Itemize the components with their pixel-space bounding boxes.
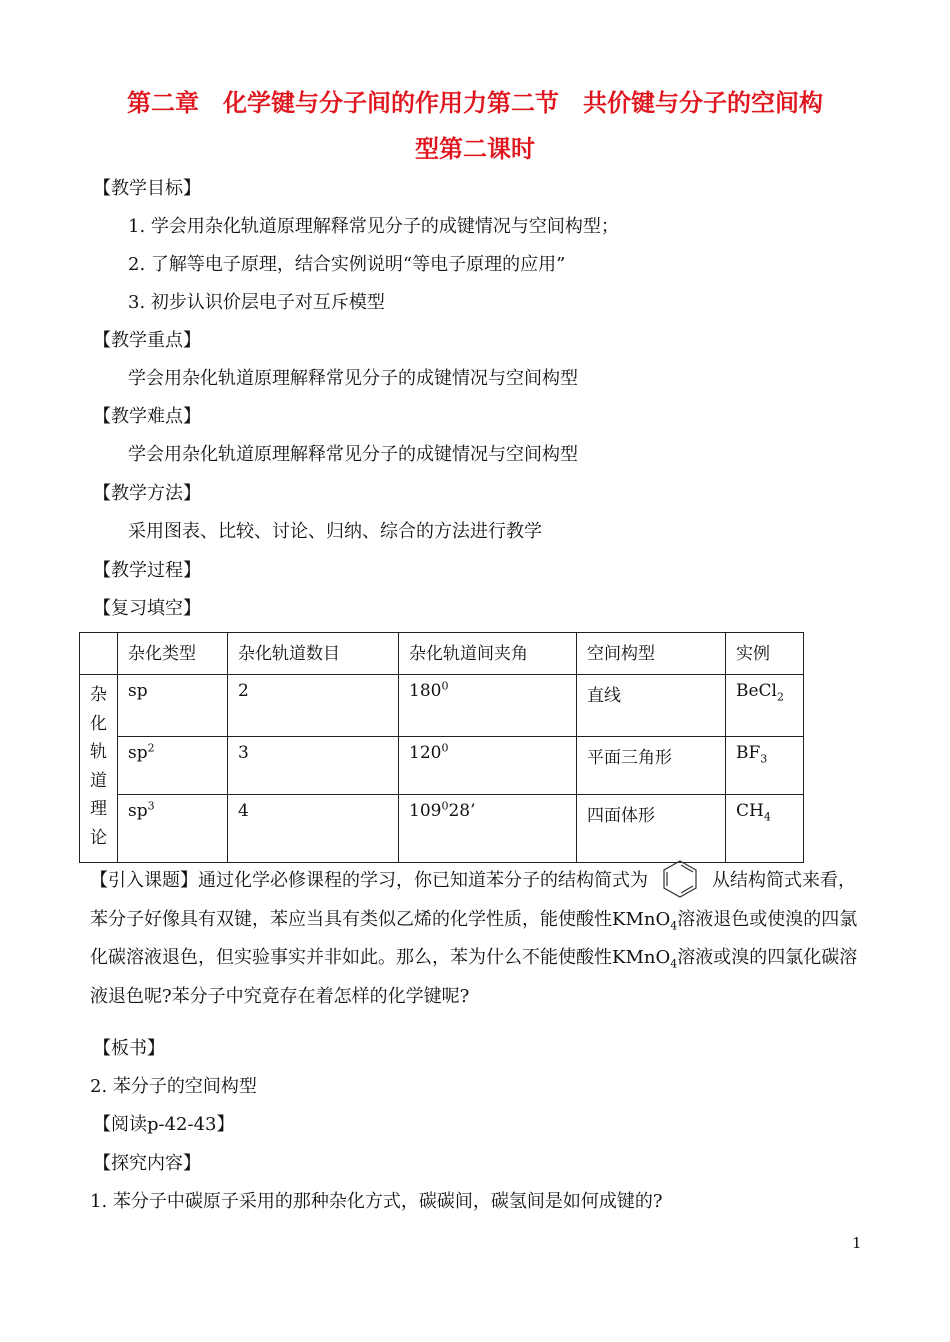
goal-item: 1. 学会用杂化轨道原理解释常见分子的成键情况与空间构型； [128, 216, 619, 237]
review-header: 【复习填空】 [93, 598, 201, 619]
table-header-cell: 杂化类型 [118, 633, 228, 675]
table-header-cell: 实例 [726, 633, 804, 675]
table-row [80, 675, 804, 737]
table-header-row [80, 633, 804, 675]
intro-paragraph: 【引入课题】通过化学必修课程的学习，你已知道苯分子的结构简式为 从结构简式来看，苯分子好像具有双键，苯应当具有类似乙烯的化学性质，能使酸性KMnO$_4$溶液退色或使溴的四氯化碳溶液退色，但实验事实并非如此。那么，苯为什么不能使酸性KMnO$_4$溶液或溴的四氯化碳溶液退色呢?苯分子中究竟存在着怎样的化学键呢? [90, 862, 865, 1016]
reading-note: 【阅读p-42-43】 [93, 1114, 235, 1135]
orbital-count-cell: 2 [228, 675, 399, 737]
board-header: 【板书】 [93, 1038, 165, 1059]
hybrid-type-cell: $sp^3$ [118, 795, 228, 863]
goal-item: 2. 了解等电子原理，结合实例说明“等电子原理的应用” [128, 254, 566, 275]
example-cell: BeCl$_2$ [726, 675, 804, 737]
title-line-2: 型第二课时 [415, 135, 535, 163]
hybrid-type-cell: $sp^2$ [118, 737, 228, 795]
table-header-cell: 杂化轨道数目 [228, 633, 399, 675]
benzene-ring-icon [652, 866, 708, 896]
table-header-cell: 杂化轨道间夹角 [399, 633, 577, 675]
difficult-text: 学会用杂化轨道原理解释常见分子的成键情况与空间构型 [128, 444, 578, 465]
table-row [80, 737, 804, 795]
orbital-count-cell: 4 [228, 795, 399, 863]
explore-header: 【探究内容】 [93, 1153, 201, 1174]
goal-item: 3. 初步认识价层电子对互斥模型 [128, 292, 385, 313]
method-text: 采用图表、比较、讨论、归纳、综合的方法进行教学 [128, 521, 542, 542]
key-text: 学会用杂化轨道原理解释常见分子的成键情况与空间构型 [128, 368, 578, 389]
angle-cell: $109^028$’ [399, 795, 577, 863]
shape-cell: 四面体形 [577, 795, 726, 863]
page-number: 1 [852, 1234, 862, 1252]
page-title [90, 80, 860, 172]
process-header: 【教学过程】 [93, 560, 201, 581]
key-header: 【教学重点】 [93, 330, 201, 351]
table-header-cell [80, 633, 118, 675]
angle-cell: $180^0$ [399, 675, 577, 737]
table-header-cell: 空间构型 [577, 633, 726, 675]
title-line-1: 第二章 化学键与分子间的作用力第二节 共价键与分子的空间构 [127, 89, 823, 117]
hybridization-table [79, 632, 804, 863]
example-cell: $BF_3$ [726, 737, 804, 795]
shape-cell: 直线 [577, 675, 726, 737]
orbital-count-cell: 3 [228, 737, 399, 795]
difficult-header: 【教学难点】 [93, 406, 201, 427]
method-header: 【教学方法】 [93, 483, 201, 504]
board-item: 2. 苯分子的空间构型 [90, 1076, 257, 1097]
example-cell: $CH_4$ [726, 795, 804, 863]
shape-cell: 平面三角形 [577, 737, 726, 795]
hybrid-type-cell: sp [118, 675, 228, 737]
goals-header: 【教学目标】 [93, 178, 201, 199]
side-label: 杂 化 轨 道 理 论 [80, 675, 118, 863]
angle-cell: $120^0$ [399, 737, 577, 795]
table-row [80, 795, 804, 863]
explore-item: 1. 苯分子中碳原子采用的那种杂化方式，碳碳间，碳氢间是如何成键的? [90, 1191, 663, 1212]
